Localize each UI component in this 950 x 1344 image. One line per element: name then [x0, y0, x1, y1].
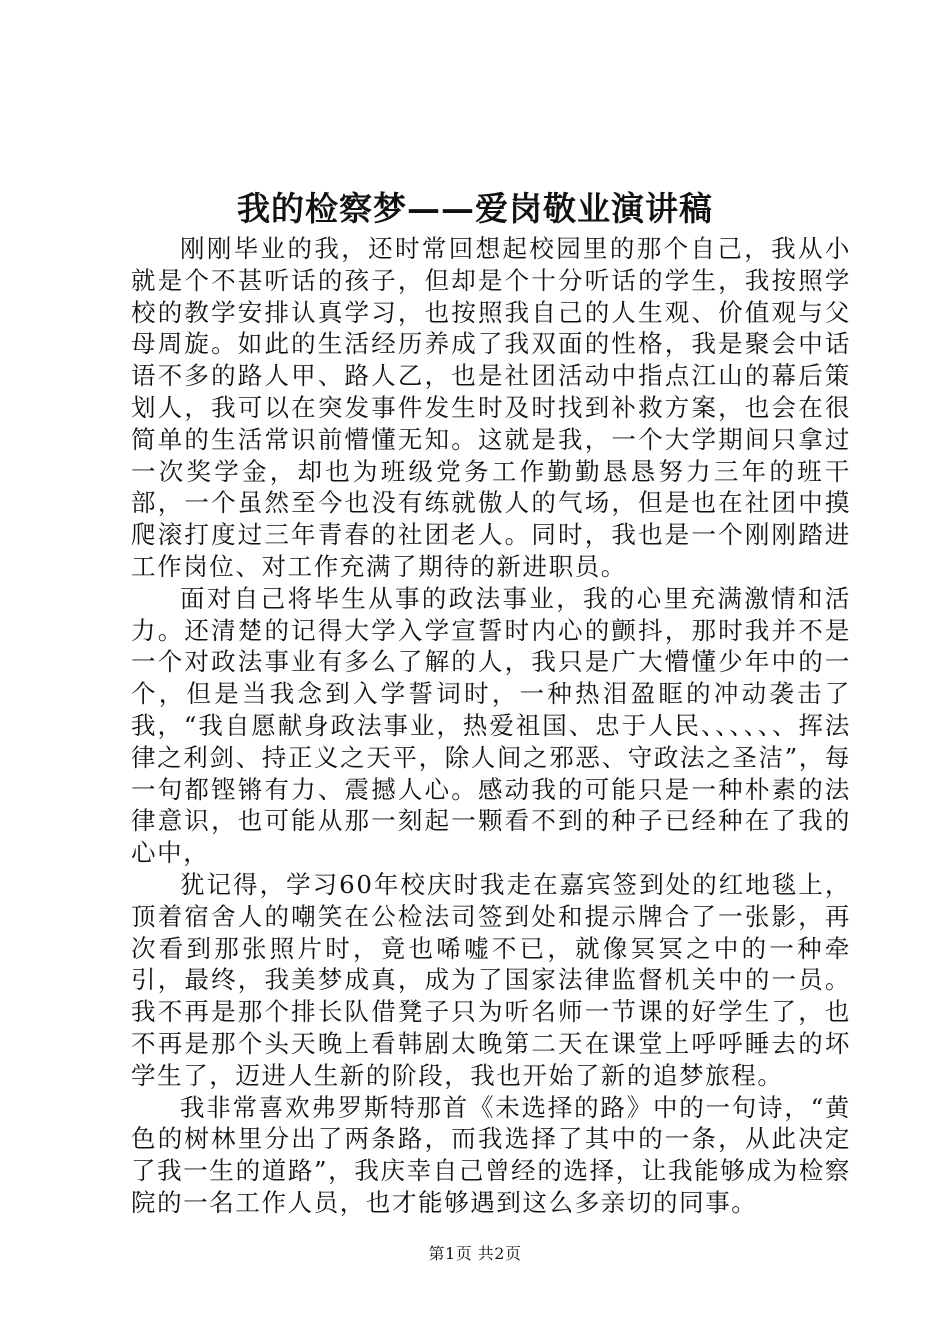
paragraph-4: 我非常喜欢弗罗斯特那首《未选择的路》中的一句诗，“黄色的树林里分出了两条路，而我选择了其中的一条，从此决定了我一生的道路”，我庆幸自己曾经的选择，让我能够成为检察院的一名工作人员，也才能够遇到这么多亲切的同事。: [131, 1092, 851, 1217]
paragraph-2: 面对自己将毕生从事的政法事业，我的心里充满激情和活力。还清楚的记得大学入学宣誓时内心的颤抖，那时我并不是一个对政法事业有多么了解的人，我只是广大懵懂少年中的一个，但是当我念到入学誓词时，一种热泪盈眶的冲动袭击了我，“我自愿献身政法事业，热爱祖国、忠于人民、、、、、、挥法律之利剑、持正义之天平，除人间之邪恶、守政法之圣洁”，每一句都铿锵有力、震撼人心。感动我的可能只是一种朴素的法律意识，也可能从那一刻起一颗看不到的种子已经种在了我的心中，: [131, 583, 851, 868]
paragraph-1: 刚刚毕业的我，还时常回想起校园里的那个自己，我从小就是个不甚听话的孩子，但却是个十分听话的学生，我按照学校的教学安排认真学习，也按照我自己的人生观、价值观与父母周旋。如此的生活经历养成了我双面的性格，我是聚会中话语不多的路人甲、路人乙，也是社团活动中指点江山的幕后策划人，我可以在突发事件发生时及时找到补救方案，也会在很简单的生活常识前懵懂无知。这就是我，一个大学期间只拿过一次奖学金，却也为班级党务工作勤勤恳恳努力三年的班干部，一个虽然至今也没有练就傲人的气场，但是也在社团中摸爬滚打度过三年青春的社团老人。同时，我也是一个刚刚踏进工作岗位、对工作充满了期待的新进职员。: [131, 234, 851, 581]
document-body: [131, 233, 851, 1219]
paragraph-3: 犹记得，学习60年校庆时我走在嘉宾签到处的红地毯上，顶着宿舍人的嘲笑在公检法司签到处和提示牌合了一张影，再次看到那张照片时，竟也唏嘘不已，就像冥冥之中的一种牵引，最终，我美梦成真，成为了国家法律监督机关中的一员。我不再是那个排长队借凳子只为听名师一节课的好学生了，也不再是那个头天晚上看韩剧太晚第二天在课堂上呼呼睡去的坏学生了，迈进人生新的阶段，我也开始了新的追梦旅程。: [131, 869, 851, 1090]
document-title: 我的检察梦——爱岗敬业演讲稿: [237, 189, 713, 228]
page-footer: 第1页 共2页: [428, 1244, 522, 1263]
